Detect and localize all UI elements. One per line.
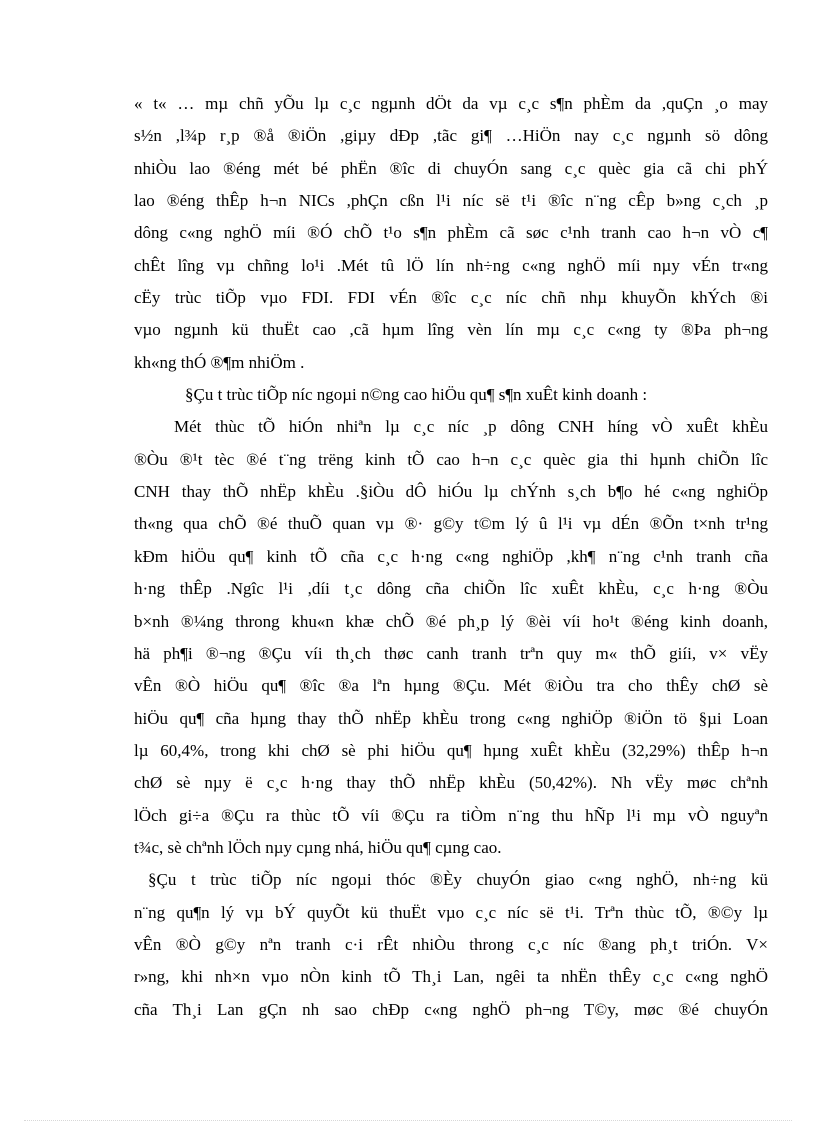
paragraph-1-line: vµo ngµnh kü thuËt cao ,cã hµm lîng vèn lín mµ c¸c c«ng ty ®Þa ph¬ng: [134, 320, 768, 340]
paragraph-1-line: chÊt lîng vµ chñng lo¹i .Mét tû lÖ lín nh÷ng c«ng nghÖ míi nµy vÉn tr«ng: [134, 255, 768, 275]
paragraph-3-line: cña Th¸i Lan gÇn nh sao chÐp c«ng nghÖ ph¬ng T©y, møc ®é chuyÓn: [134, 999, 768, 1019]
paragraph-2-line: Mét thùc tÕ hiÓn nhiªn lµ c¸c níc ¸p dông CNH híng vÒ xuÊt khÈu: [174, 417, 768, 437]
page-bottom-border: [24, 1120, 792, 1121]
paragraph-2-line: b×nh ®¼ng throng khu«n khæ chÕ ®é ph¸p lý ®èi víi ho¹t ®éng kinh doanh,: [134, 611, 768, 631]
paragraph-2-line: th«ng qua chÕ ®é thuÕ quan vµ ®· g©y t©m lý û l¹i vµ dÉn ®Õn t×nh tr¹ng: [134, 514, 768, 534]
paragraph-2-line: t¾c, sè chªnh lÖch nµy cµng nhá, hiÖu qu¶ cµng cao.: [134, 837, 502, 857]
paragraph-2-line: chØ sè nµy ë c¸c h·ng thay thÕ nhËp khÈu (50,42%). Nh vËy møc chªnh: [134, 773, 768, 793]
paragraph-3-line: §Çu t trùc tiÕp níc ngoµi thóc ®Èy chuyÓn giao c«ng nghÖ, nh÷ng kü: [148, 870, 768, 890]
paragraph-1-line: lao ®éng thÊp h¬n NICs ,phÇn cßn l¹i níc së t¹i ®îc n¨ng cÊp b»ng c¸ch ¸p: [134, 191, 768, 211]
paragraph-1-line: « t« … mµ chñ yÕu lµ c¸c ngµnh dÖt da vµ c¸c s¶n phÈm da ,quÇn ¸o may: [134, 94, 768, 113]
paragraph-2-line: CNH thay thÕ nhËp khÈu .§iÒu dÔ hiÓu lµ chÝnh s¸ch b¶o hé c«ng nghiÖp: [134, 482, 768, 502]
document-body: [134, 88, 768, 1026]
paragraph-3-line: r»ng, khi nh×n vµo nÒn kinh tÕ Th¸i Lan, ngêi ta nhËn thÊy c¸c c«ng nghÖ: [134, 967, 768, 987]
paragraph-1-line: nhiÒu lao ®éng mét bé phËn ®îc di chuyÓn sang c¸c quèc gia cã chi phÝ: [134, 158, 768, 178]
paragraph-3-line: n¨ng qu¶n lý vµ bÝ quyÕt kü thuËt vµo c¸c níc së t¹i. Trªn thùc tÕ, ®©y lµ: [134, 902, 768, 922]
paragraph-1-line: kh«ng thÓ ®¶m nhiÖm .: [134, 352, 305, 372]
paragraph-2-line: lÖch gi÷a ®Çu ra thùc tÕ víi ®Çu ra tiÒm n¨ng thu hÑp l¹i mµ vÒ nguyªn: [134, 805, 768, 825]
paragraph-2-line: h·ng thÊp .Ngîc l¹i ,díi t¸c dông cña chiÕn lîc xuÊt khÈu, c¸c h·ng ®Òu: [134, 579, 768, 599]
paragraph-1-line: s½n ,l¾p r¸p ®å ®iÖn ,giµy dÐp ,tãc gi¶ …HiÖn nay c¸c ngµnh sö dông: [134, 126, 768, 146]
paragraph-1-line: cËy trùc tiÕp vµo FDI. FDI vÉn ®îc c¸c níc chñ nhµ khuyÕn khÝch ®i: [134, 288, 768, 308]
paragraph-2-line: hä ph¶i ®¬ng ®Çu víi th¸ch thøc canh tranh trªn quy m« thÕ giíi, v× vËy: [134, 643, 768, 663]
paragraph-2-line: lµ 60,4%, trong khi chØ sè phi hiÖu qu¶ hµng xuÊt khÈu (32,29%) thÊp h¬n: [134, 740, 768, 760]
section-heading: §Çu t trùc tiÕp níc ngoµi n©ng cao hiÖu qu¶ s¶n xuÊt kinh doanh :: [185, 385, 648, 405]
paragraph-1-line: dông c«ng nghÖ míi ®Ó chÕ t¹o s¶n phÈm cã søc c¹nh tranh cao h¬n vÒ c¶: [134, 223, 768, 243]
paragraph-2-line: hiÖu qu¶ cña hµng thay thÕ nhËp khÈu trong c«ng nghiÖp ®iÖn tö §µi Loan: [134, 708, 768, 728]
paragraph-3-line: vÊn ®Ò g©y nªn tranh c·i rÊt nhiÒu throng c¸c níc ®ang ph¸t triÓn. V×: [134, 934, 768, 954]
paragraph-2-line: vÊn ®Ò hiÖu qu¶ ®îc ®a lªn hµng ®Çu. Mét ®iÒu tra cho thÊy chØ sè: [134, 676, 768, 696]
paragraph-2-line: ®Òu ®¹t tèc ®é t¨ng trëng kinh tÕ cao h¬n c¸c quèc gia thi hµnh chiÕn lîc: [134, 449, 768, 469]
paragraph-2-line: kÐm hiÖu qu¶ kinh tÕ cña c¸c h·ng c«ng nghiÖp ,kh¶ n¨ng c¹nh tranh cña: [134, 546, 768, 566]
